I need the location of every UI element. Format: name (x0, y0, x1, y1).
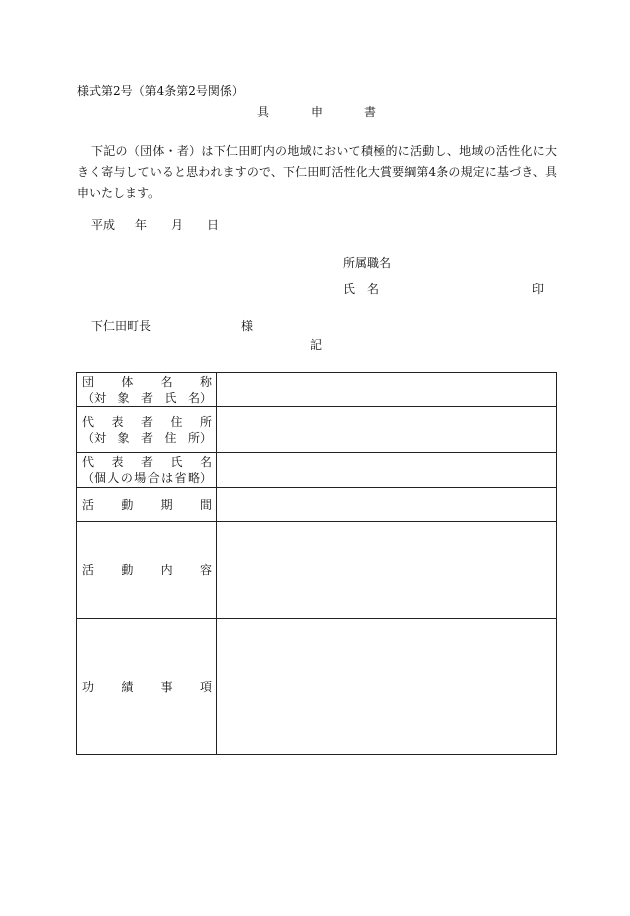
table-row (77, 407, 557, 453)
detail-table (76, 372, 557, 755)
row-label-char: 動 (121, 497, 134, 512)
row-label-char: 者 (140, 430, 153, 445)
row-label-char: 称 (199, 374, 212, 389)
row-label-char: 省 (174, 471, 187, 485)
row-label-char: 住 (170, 414, 183, 429)
form-number: 様式第2号（第4条第2号関係） (77, 84, 244, 98)
date-year-label: 年 (135, 218, 148, 232)
row-label-char: 動 (121, 563, 134, 577)
row-label-line (82, 470, 212, 486)
seal-label: 印 (532, 282, 545, 296)
body-paragraph: 下記の（団体・者）は下仁田町内の地域において積極的に活動し、地域の活性化に大きく寄与していると思われますので、下仁田町活性化大賞要綱第4条の規定に基づき、具申いたします。 (77, 144, 557, 200)
table-row (77, 453, 557, 488)
row-label-line (82, 454, 212, 470)
row-label-cell (77, 453, 217, 488)
row-label-char: 人 (107, 471, 120, 485)
row-label-cell (77, 522, 217, 619)
row-label-char: 所） (187, 430, 212, 445)
title-char-3: 書 (364, 105, 377, 119)
affiliation-label: 所属職名 (343, 256, 392, 270)
row-label-char: 象 (117, 430, 130, 445)
date-day-label: 日 (207, 218, 220, 232)
title-char-1: 具 (257, 105, 270, 119)
row-label-char: 名 (160, 374, 173, 389)
date-month-label: 月 (171, 218, 184, 232)
row-label-char: 象 (117, 390, 130, 405)
row-label-char: 略） (187, 471, 212, 485)
row-label-char: 所 (199, 414, 212, 429)
row-label-char: 事 (160, 679, 173, 694)
row-label-char: 績 (121, 679, 134, 694)
row-label-cell (77, 488, 217, 522)
row-label-char: 活 (82, 497, 95, 512)
row-value-cell[interactable] (217, 453, 557, 488)
title-char-2: 申 (311, 105, 324, 119)
row-label-char: 合 (147, 471, 160, 485)
row-label-char: 功 (82, 679, 95, 694)
row-label-char: 表 (111, 414, 124, 429)
row-label-line (82, 390, 212, 406)
row-label-line (82, 679, 212, 695)
row-label-line (82, 562, 212, 578)
row-label-char: 場 (134, 471, 147, 485)
row-label-line (82, 497, 212, 513)
ki-label: 記 (310, 338, 323, 352)
row-label-char: 代 (82, 414, 95, 429)
row-label-char: 名） (187, 390, 212, 405)
table-row (77, 619, 557, 755)
table-row (77, 522, 557, 619)
row-label-char: 内 (160, 563, 173, 577)
row-label-cell (77, 619, 217, 755)
row-label-char: 住 (164, 430, 177, 445)
row-label-char: 容 (199, 563, 212, 577)
row-value-cell[interactable] (217, 619, 557, 755)
row-label-char: （個 (82, 471, 107, 485)
row-label-char: 団 (82, 374, 95, 389)
row-label-char: 氏 (170, 455, 183, 469)
row-label-char: 間 (199, 497, 212, 512)
row-label-char: 者 (140, 390, 153, 405)
row-label-char: 活 (82, 563, 95, 577)
row-label-char: の (120, 471, 133, 485)
row-label-cell (77, 407, 217, 453)
row-label-line (82, 430, 212, 446)
date-era: 平成 (91, 218, 116, 232)
row-label-line (82, 374, 212, 390)
row-value-cell[interactable] (217, 407, 557, 453)
row-label-cell (77, 373, 217, 407)
row-label-line (82, 414, 212, 430)
row-label-char: 者 (140, 455, 153, 469)
name-label-first: 氏 (343, 282, 356, 296)
row-label-char: は (161, 471, 174, 485)
row-label-char: 代 (82, 455, 95, 469)
table-row (77, 488, 557, 522)
addressee-name: 下仁田町長 (91, 319, 152, 333)
name-label-second: 名 (367, 282, 380, 296)
row-label-char: 者 (140, 414, 153, 429)
row-label-char: 氏 (164, 390, 177, 405)
row-label-char: 期 (160, 497, 173, 512)
row-label-char: 名 (199, 455, 212, 469)
row-value-cell[interactable] (217, 373, 557, 407)
row-label-char: 体 (121, 374, 134, 389)
row-label-char: 表 (111, 455, 124, 469)
row-label-char: 項 (199, 679, 212, 694)
row-label-char: （対 (82, 430, 107, 445)
row-label-char: （対 (82, 390, 107, 405)
table-row (77, 373, 557, 407)
addressee-honorific: 様 (241, 319, 254, 333)
row-value-cell[interactable] (217, 488, 557, 522)
row-value-cell[interactable] (217, 522, 557, 619)
